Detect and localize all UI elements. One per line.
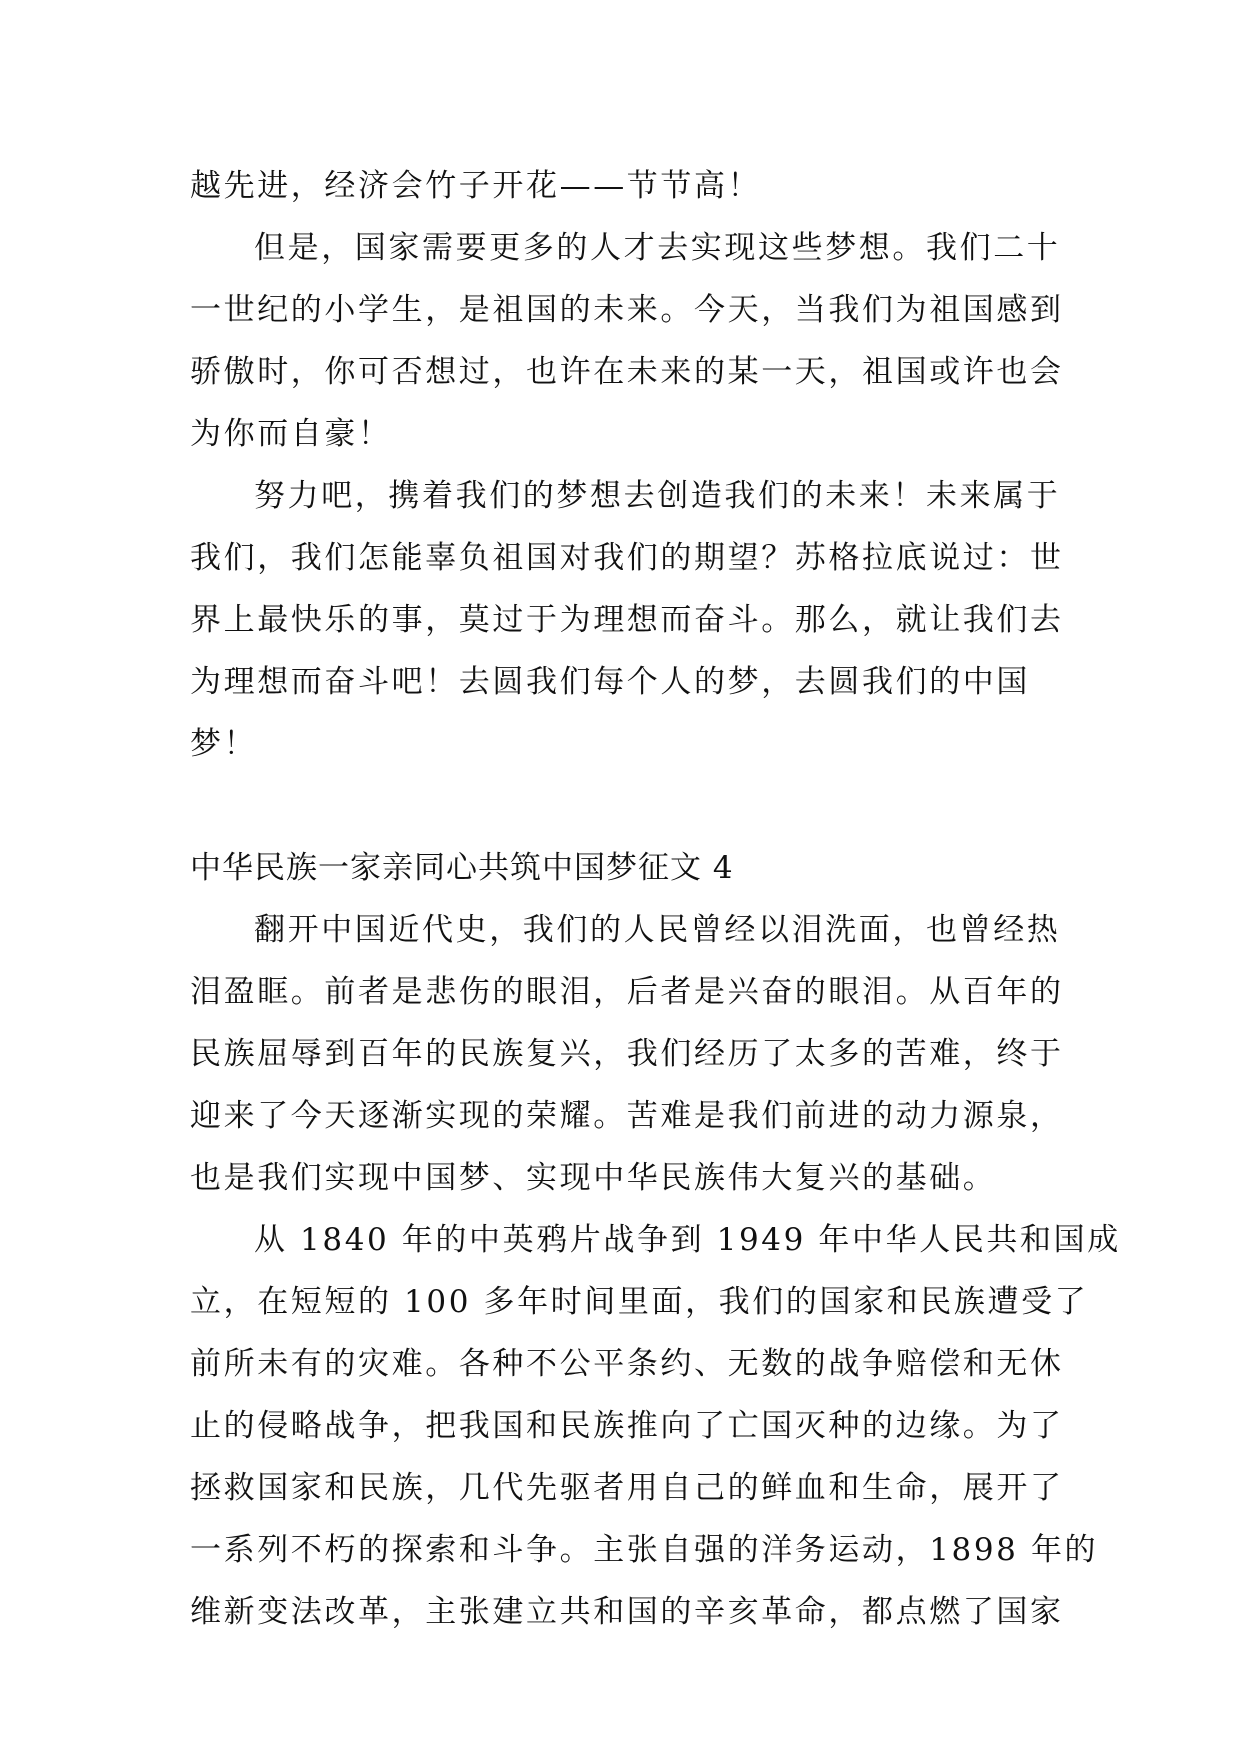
text-line: 立，在短短的 100 多年时间里面，我们的国家和民族遭受了 xyxy=(190,1284,1089,1320)
text-line: 也是我们实现中国梦、实现中华民族伟大复兴的基础。 xyxy=(190,1160,997,1196)
paragraph-1840 xyxy=(190,1209,1121,1643)
document-body xyxy=(190,155,1121,1643)
text-line: 前所未有的灾难。各种不公平条约、无数的战争赔偿和无休 xyxy=(190,1346,1064,1382)
text-line: 泪盈眶。前者是悲伤的眼泪，后者是兴奋的眼泪。从百年的 xyxy=(190,974,1064,1010)
text-line: 止的侵略战争，把我国和民族推向了亡国灭种的边缘。为了 xyxy=(190,1408,1064,1444)
text-line: 翻开中国近代史，我们的人民曾经以泪洗面，也曾经热 xyxy=(254,912,1061,948)
text-line: 界上最快乐的事，莫过于为理想而奋斗。那么，就让我们去 xyxy=(190,602,1064,638)
text-line: 我们，我们怎能辜负祖国对我们的期望？苏格拉底说过：世 xyxy=(190,540,1064,576)
text-line: 拯救国家和民族，几代先驱者用自己的鲜血和生命，展开了 xyxy=(190,1470,1064,1506)
paragraph-history xyxy=(190,899,1064,1209)
text-line: 迎来了今天逐渐实现的荣耀。苦难是我们前进的动力源泉， xyxy=(190,1098,1064,1134)
section-spacer xyxy=(190,775,1050,837)
text-line: 一系列不朽的探索和斗争。主张自强的洋务运动，1898 年的 xyxy=(190,1532,1099,1568)
text-line: 为理想而奋斗吧！去圆我们每个人的梦，去圆我们的中国 xyxy=(190,664,1030,700)
paragraph-strive xyxy=(190,465,1064,775)
text-line: 努力吧，携着我们的梦想去创造我们的未来！未来属于 xyxy=(254,478,1061,514)
text-line: 梦！ xyxy=(190,726,258,762)
paragraph-dream-talent xyxy=(190,217,1064,465)
text-line: 越先进，经济会竹子开花——节节高！ xyxy=(190,168,762,204)
text-line: 骄傲时，你可否想过，也许在未来的某一天，祖国或许也会 xyxy=(190,354,1064,390)
section-title: 中华民族一家亲同心共筑中国梦征文 4 xyxy=(190,850,734,886)
text-line: 维新变法改革，主张建立共和国的辛亥革命，都点燃了国家 xyxy=(190,1594,1064,1630)
text-line: 但是，国家需要更多的人才去实现这些梦想。我们二十 xyxy=(254,230,1061,266)
text-line: 民族屈辱到百年的民族复兴，我们经历了太多的苦难，终于 xyxy=(190,1036,1064,1072)
paragraph-continuation xyxy=(190,155,1050,217)
text-line: 一世纪的小学生，是祖国的未来。今天，当我们为祖国感到 xyxy=(190,292,1064,328)
text-line: 为你而自豪！ xyxy=(190,416,392,452)
text-line: 从 1840 年的中英鸦片战争到 1949 年中华人民共和国成 xyxy=(254,1222,1121,1258)
